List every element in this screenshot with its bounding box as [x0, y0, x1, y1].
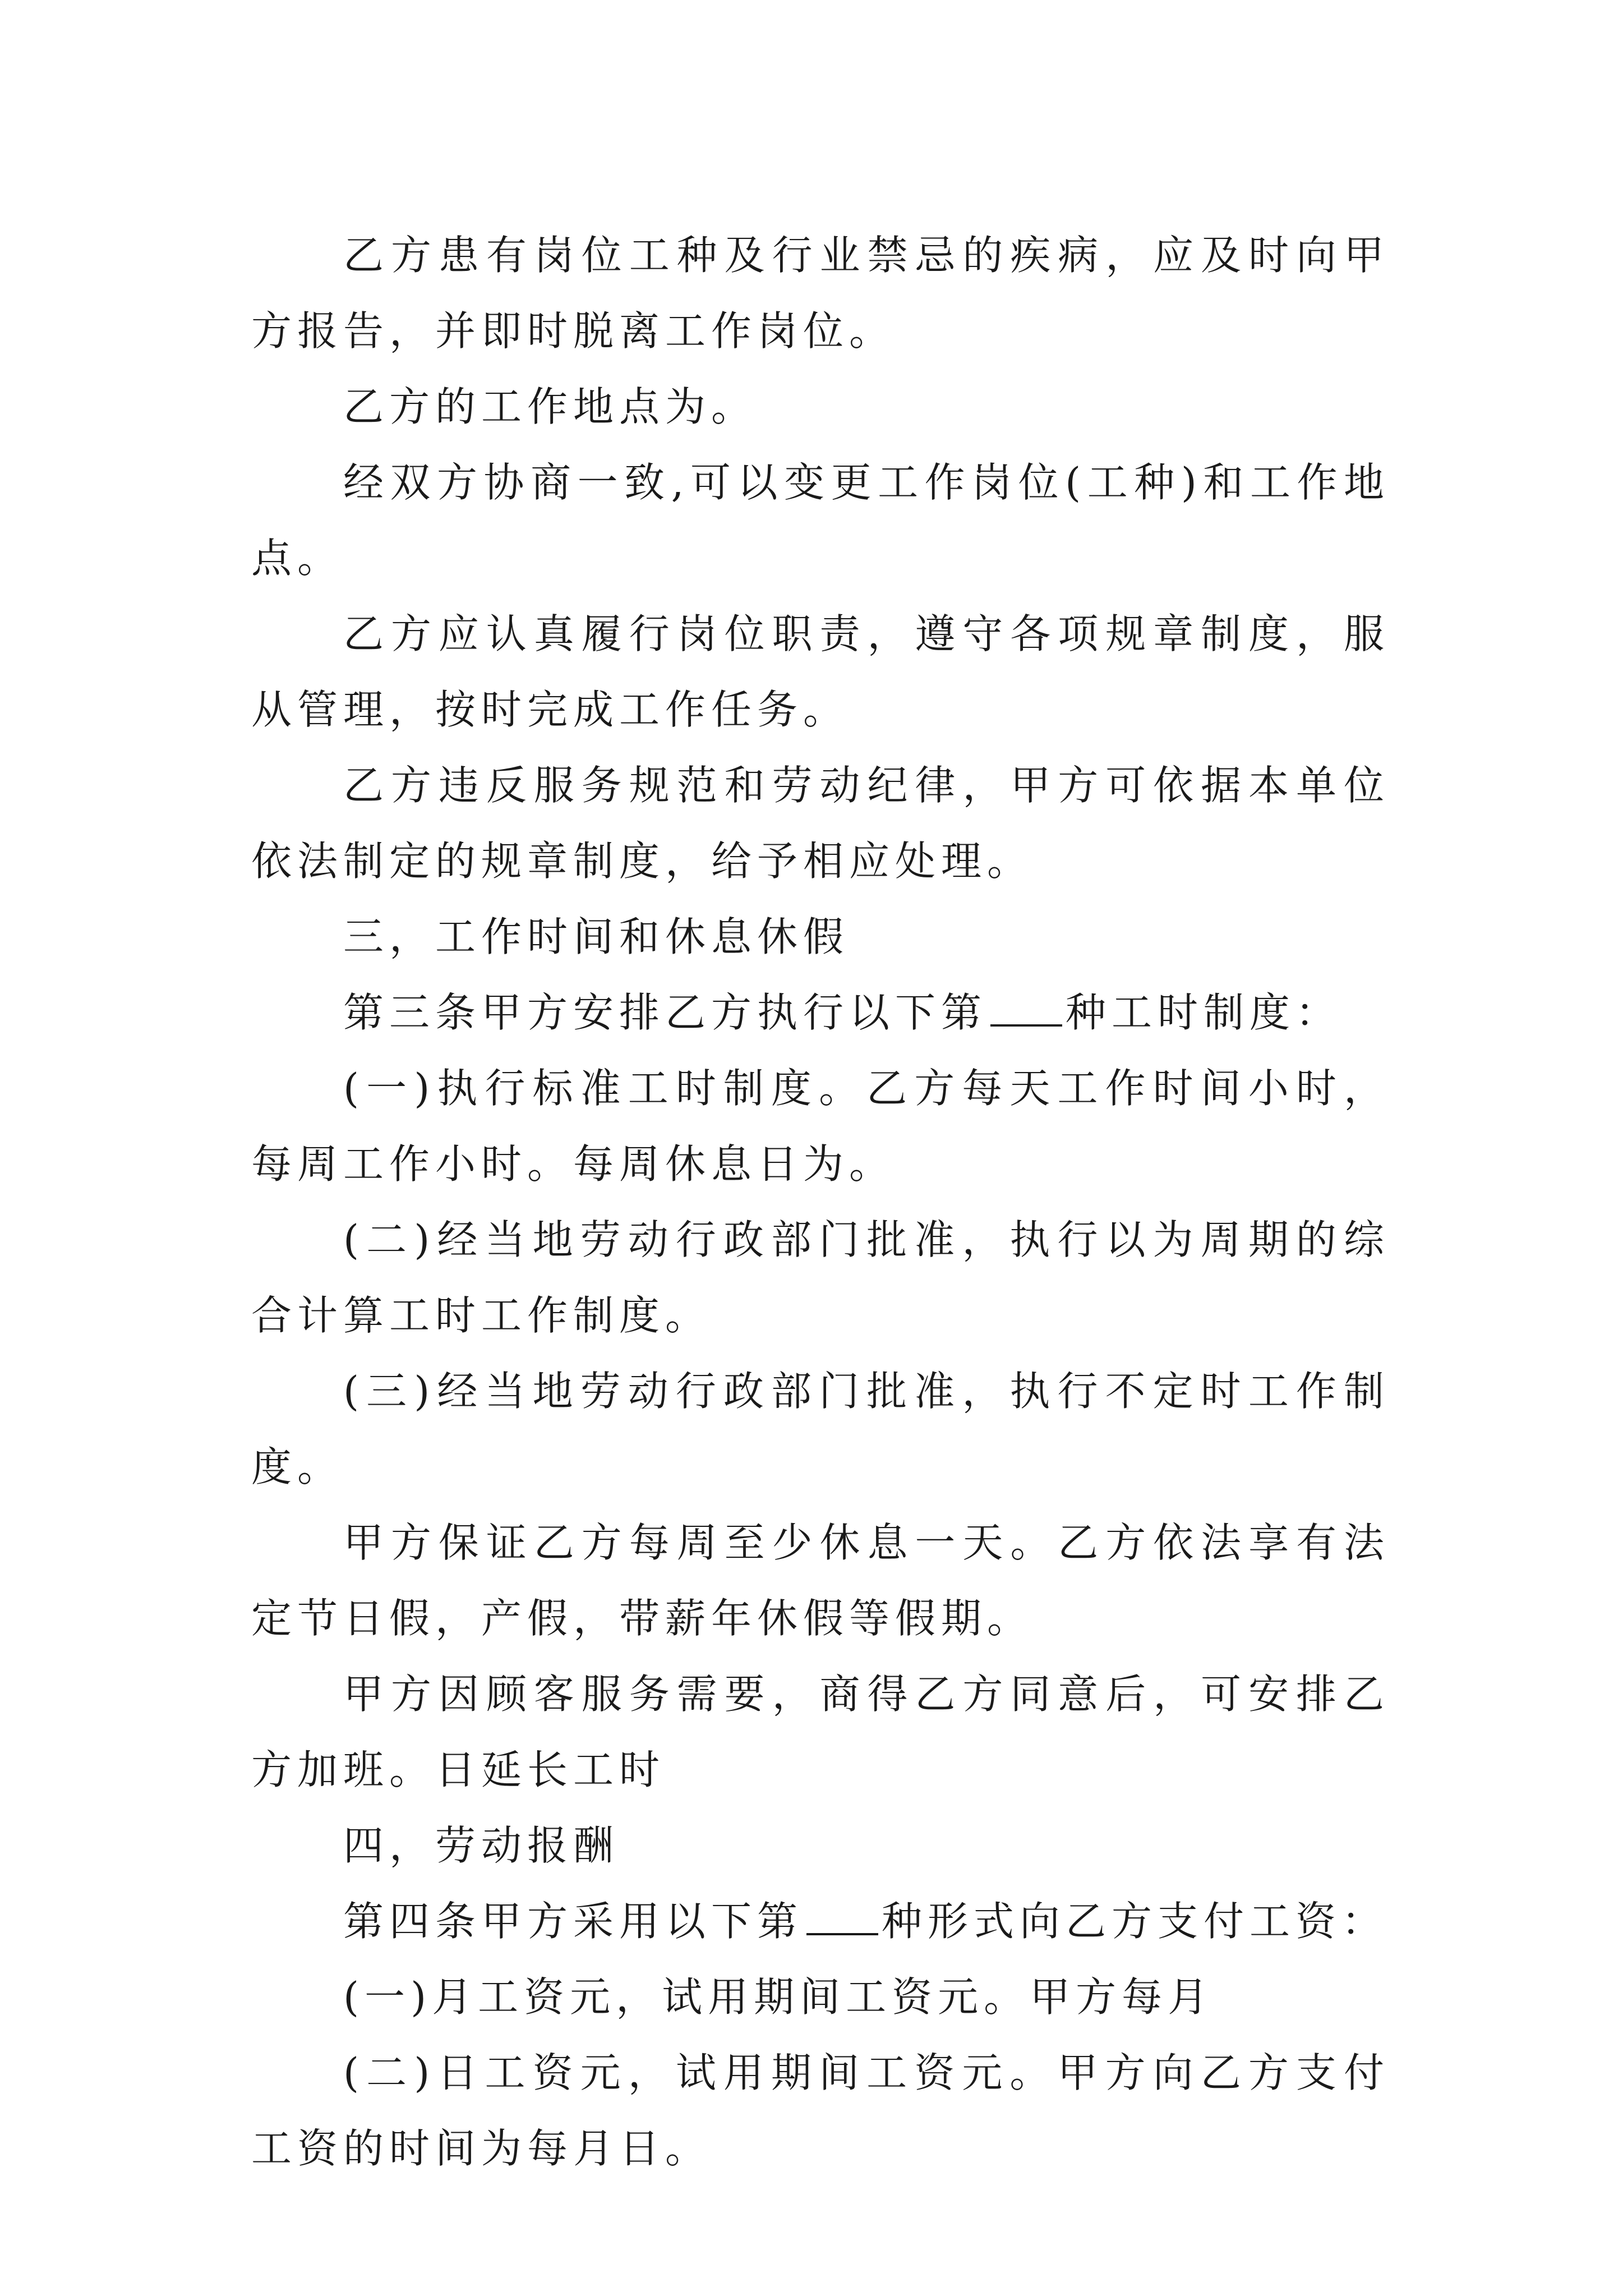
paragraph: 乙方患有岗位工种及行业禁忌的疾病，应及时向甲方报告，并即时脱离工作岗位。	[251, 232, 1390, 355]
section-heading: 三，工作时间和休息休假	[343, 913, 850, 960]
paragraph-text-before: 第四条甲方采用以下第	[343, 1898, 804, 1945]
paragraph-text-after: 种形式向乙方支付工资：	[882, 1898, 1388, 1945]
paragraph: (二)经当地劳动行政部门批准，执行以为周期的综合计算工时工作制度。	[251, 1216, 1390, 1339]
paragraph-text-after: 种工时制度：	[1066, 989, 1342, 1036]
section-heading: 四，劳动报酬	[343, 1822, 620, 1869]
paragraph: 甲方因顾客服务需要，商得乙方同意后，可安排乙方加班。日延长工时	[251, 1671, 1390, 1793]
paragraph-with-blank	[251, 1884, 1390, 1959]
paragraph-text-before: 第三条甲方安排乙方执行以下第	[343, 989, 988, 1036]
paragraph: (一)执行标准工时制度。乙方每天工作时间小时，每周工作小时。每周休息日为。	[251, 1065, 1390, 1188]
paragraph: (一)月工资元，试用期间工资元。甲方每月	[343, 1973, 1214, 2021]
paragraph: (二)日工资元，试用期间工资元。甲方向乙方支付工资的时间为每月日。	[251, 2049, 1390, 2172]
fill-in-blank	[990, 991, 1062, 1027]
document-body	[251, 218, 1390, 2187]
paragraph: 甲方保证乙方每周至少休息一天。乙方依法享有法定节日假，产假，带薪年休假等假期。	[251, 1519, 1390, 1642]
paragraph: 乙方应认真履行岗位职责，遵守各项规章制度，服从管理，按时完成工作任务。	[251, 610, 1390, 733]
paragraph: (三)经当地劳动行政部门批准，执行不定时工作制度。	[251, 1368, 1390, 1490]
paragraph: 乙方的工作地点为。	[343, 383, 758, 430]
paragraph: 乙方违反服务规范和劳动纪律，甲方可依据本单位依法制定的规章制度，给予相应处理。	[251, 762, 1390, 885]
paragraph: 经双方协商一致,可以变更工作岗位(工种)和工作地点。	[251, 459, 1390, 582]
fill-in-blank	[806, 1899, 878, 1935]
paragraph-with-blank	[251, 975, 1390, 1051]
